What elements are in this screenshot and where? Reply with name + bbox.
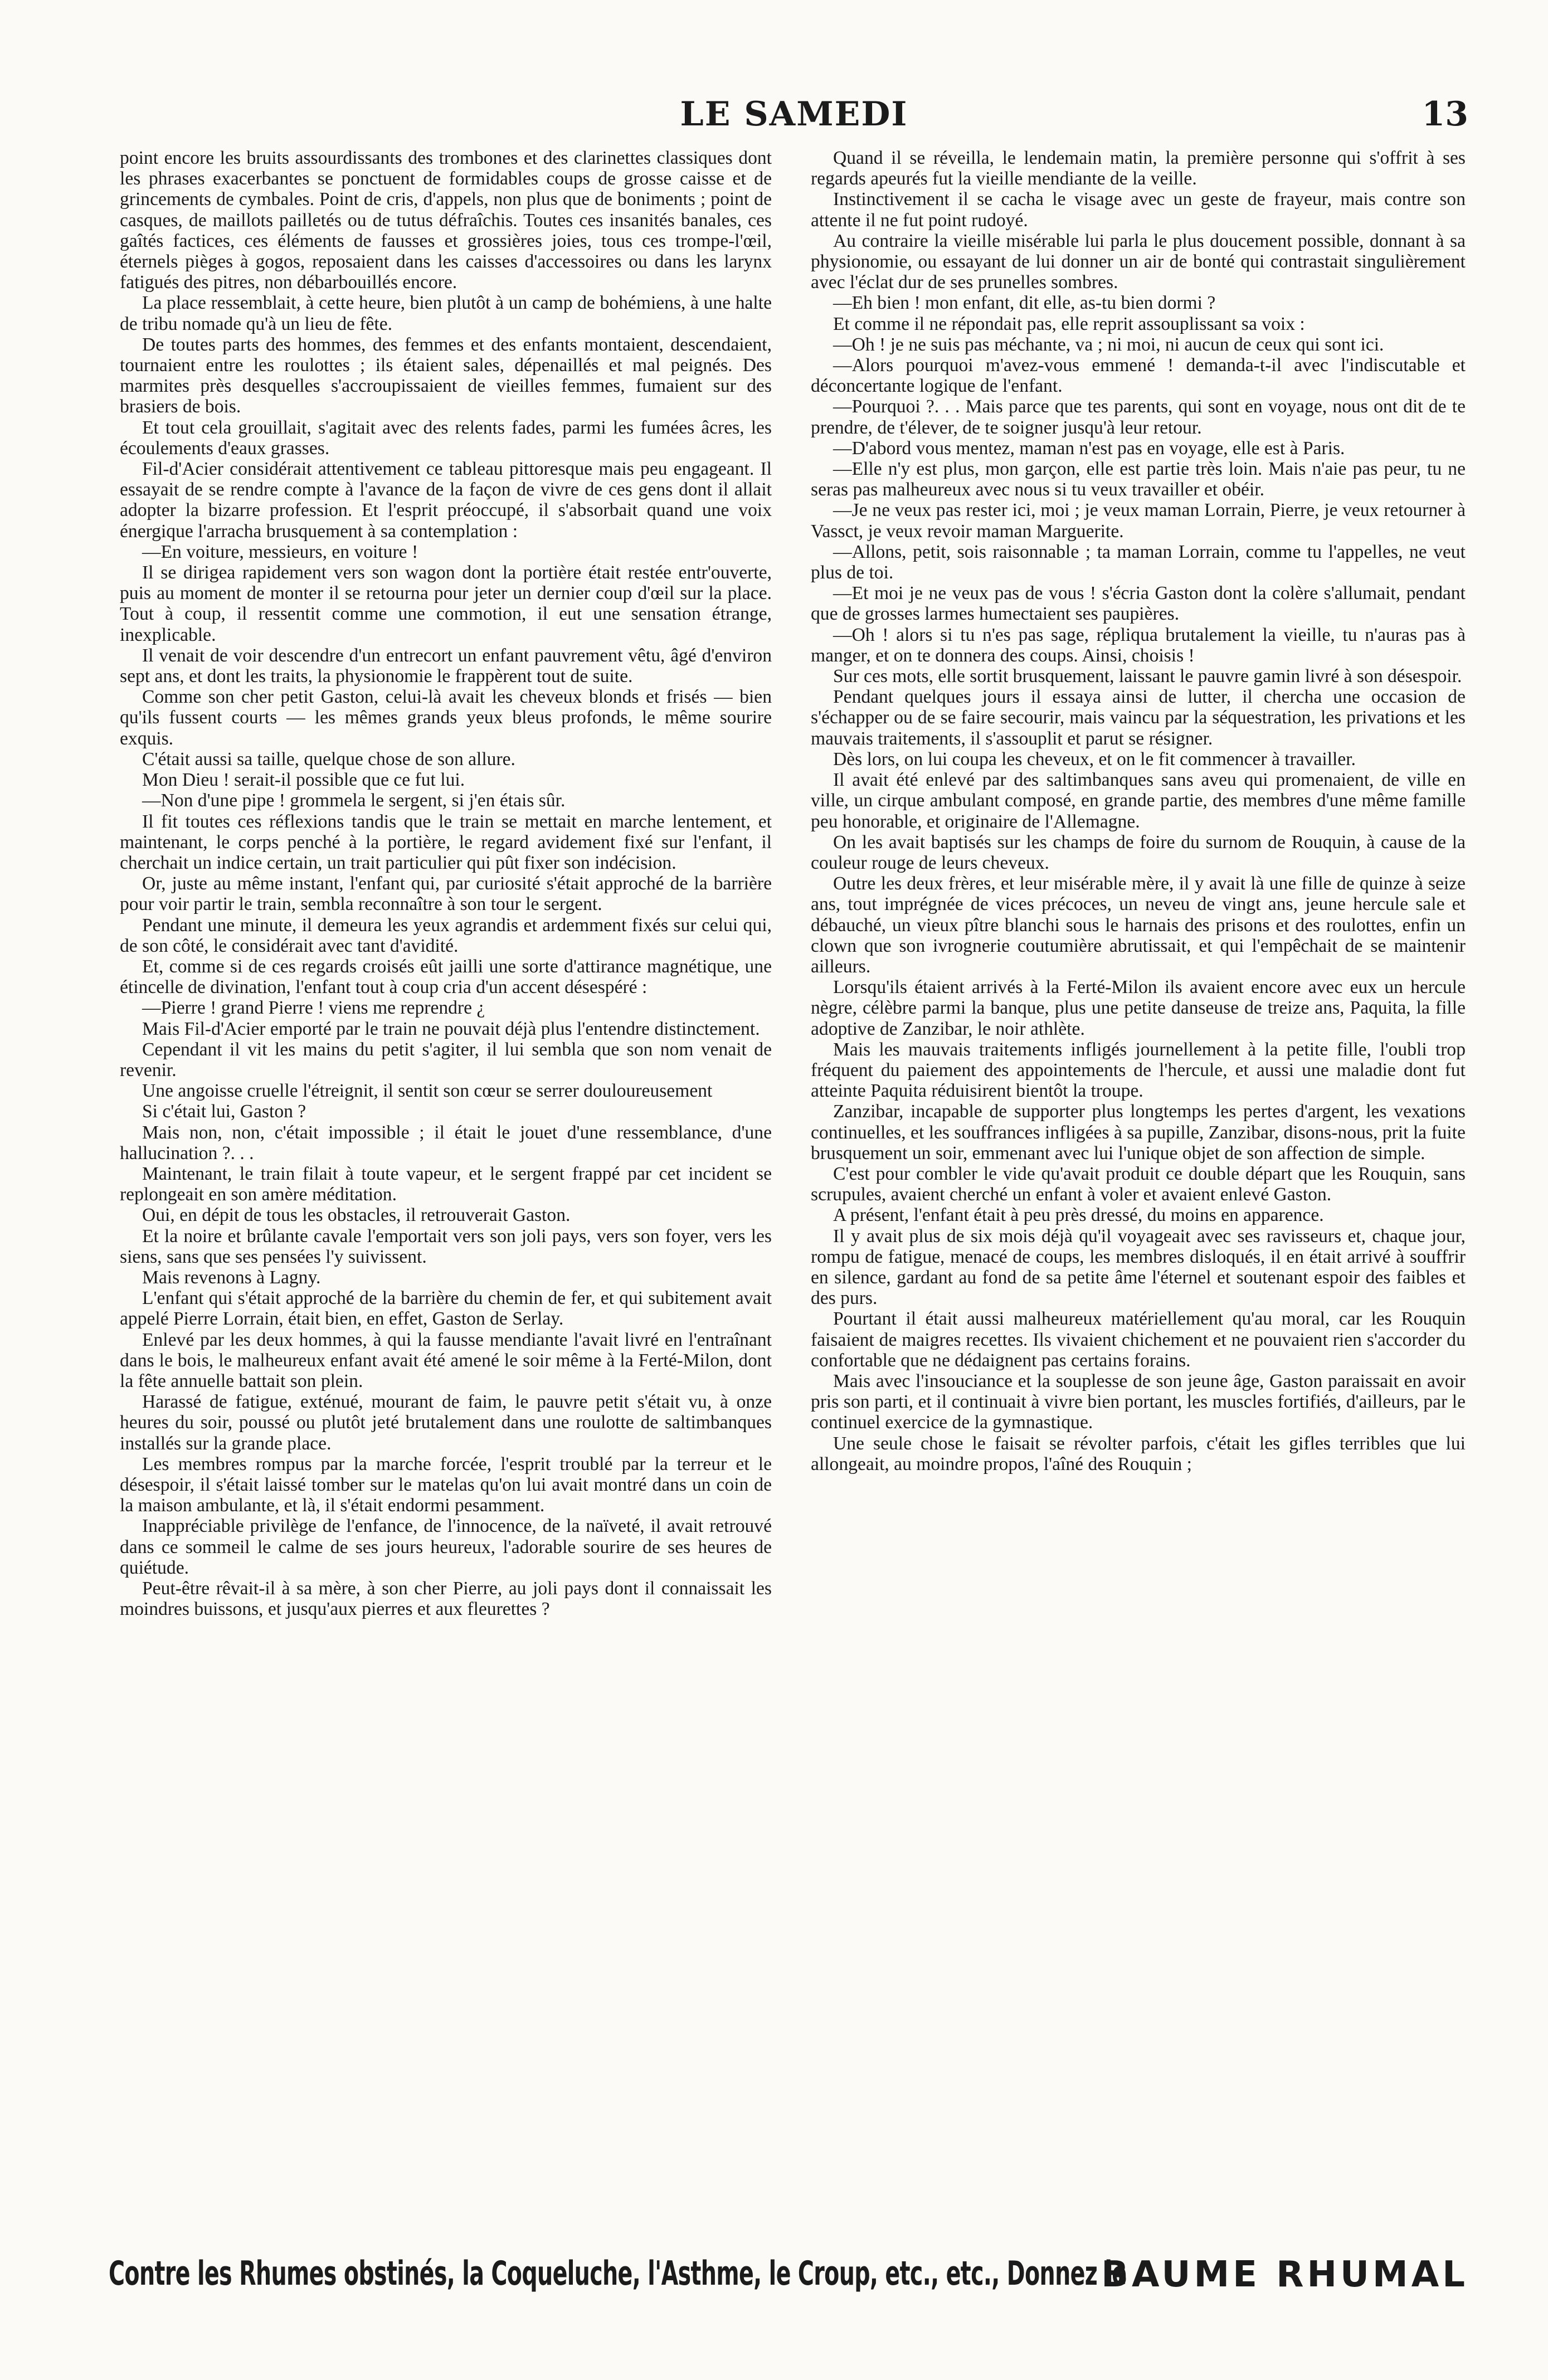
paragraph: Enlevé par les deux hommes, à qui la fausse mendiante l'avait livré en l'entraînant dans le bois, le malheureux enfant avait été amené le soir même à la Ferté-Milon, dont la fête annuelle battait son plein. [120, 1329, 772, 1391]
paragraph: Et comme il ne répondait pas, elle reprit assouplissant sa voix : [833, 313, 1305, 334]
paragraph: —Pourquoi ?. . . Mais parce que tes parents, qui sont en voyage, nous ont dit de te prendre, de t'élever, de te soigner jusqu'à leur retour. [811, 396, 1466, 438]
paragraph: Mais non, non, c'était impossible ; il était le jouet d'une ressemblance, d'une hallucination ?. . . [120, 1122, 772, 1164]
paragraph: On les avait baptisés sur les champs de foire du surnom de Rouquin, à cause de la couleur rouge de leurs cheveux. [811, 831, 1466, 873]
paragraph: Outre les deux frères, et leur misérable mère, il y avait là une fille de quinze à seize ans, tout imprégnée de vices précoces, un neveu de vingt ans, jeune hercule sale et débauché, un vieux pître blanchi sous le harnais des prisons et des roulottes, enfin un clown que son ivrognerie coutumière abrutissait, et qui l'empêchait de se maintenir ailleurs. [811, 873, 1466, 977]
paragraph: Comme son cher petit Gaston, celui-là avait les cheveux blonds et frisés — bien qu'ils fussent courts — les mêmes grands yeux bleus profonds, le même sourire exquis. [120, 687, 772, 749]
paragraph: —Allons, petit, sois raisonnable ; ta maman Lorrain, comme tu l'appelles, ne veut plus de toi. [811, 541, 1466, 583]
paragraph: Or, juste au même instant, l'enfant qui, par curiosité s'était approché de la barrière pour voir partir le train, sembla reconnaître à son tour le sergent. [120, 873, 772, 915]
paragraph: Peut-être rêvait-il à sa mère, à son cher Pierre, au joli pays dont il connaissait les moindres buissons, et jusqu'aux pierres et aux fleurettes ? [120, 1578, 772, 1620]
paragraph: Harassé de fatigue, exténué, mourant de faim, le pauvre petit s'était vu, à onze heures du soir, poussé ou plutôt jeté brutalement dans une roulotte de saltimbanques installés sur la grande place. [120, 1391, 772, 1454]
paragraph: Une angoisse cruelle l'étreignit, il sentit son cœur se serrer douloureusement [142, 1081, 713, 1102]
paragraph: —D'abord vous mentez, maman n'est pas en voyage, elle est à Paris. [833, 437, 1345, 459]
paragraph: Et la noire et brûlante cavale l'emportait vers son joli pays, vers son foyer, vers les siens, sans que ses pensées l'y suivissent. [120, 1225, 772, 1267]
paragraph: Les membres rompus par la marche forcée, l'esprit troublé par la terreur et le désespoir, il s'était laissé tomber sur le matelas qu'on lui avait montré dans un coin de la maison ambulante, et là, il s'était endormi pesamment. [120, 1453, 772, 1516]
newspaper-title: LE SAMEDI [680, 95, 908, 134]
paragraph: Instinctivement il se cacha le visage avec un geste de frayeur, mais contre son attente il ne fut point rudoyé. [811, 189, 1466, 231]
paragraph: Il y avait plus de six mois déjà qu'il voyageait avec ses ravisseurs et, chaque jour, rompu de fatigue, menacé de coups, les membres disloqués, il en était arrivé à souffrir en silence, gardant au fond de sa petite âme l'éternel et soutenant espoir des faibles et des purs. [811, 1225, 1466, 1309]
paragraph: Quand il se réveilla, le lendemain matin, la première personne qui s'offrit à ses regards apeurés fut la vieille mendiante de la veille. [811, 148, 1466, 189]
paragraph: Pourtant il était aussi malheureux matériellement qu'au moral, car les Rouquin faisaient de maigres recettes. Ils vivaient chichement et ne pouvaient rien s'accorder du confortable que ne dédaignent pas certains forains. [811, 1308, 1466, 1371]
paragraph: —En voiture, messieurs, en voiture ! [142, 541, 418, 562]
paragraph: Mais Fil-d'Acier emporté par le train ne pouvait déjà plus l'entendre distinctement. [142, 1018, 760, 1039]
paragraph: Il venait de voir descendre d'un entrecort un enfant pauvrement vêtu, âgé d'environ sept ans, et dont les traits, la physionomie le frappèrent tout de suite. [120, 645, 772, 687]
paragraph: Maintenant, le train filait à toute vapeur, et le sergent frappé par cet incident se replongeait en son amère méditation. [120, 1163, 772, 1205]
right-text-column [811, 148, 1466, 2235]
paragraph: Une seule chose le faisait se révolter parfois, c'était les gifles terribles que lui allongeait, au moindre propos, l'aîné des Rouquin ; [811, 1433, 1466, 1474]
paragraph: Mais les mauvais traitements infligés journellement à la petite fille, l'oubli trop fréquent du paiement des appointements de l'hercule, et aussi une maladie dont fut atteinte Paquita réduisirent bientôt la troupe. [811, 1039, 1466, 1102]
paragraph: Si c'était lui, Gaston ? [142, 1101, 306, 1122]
paragraph: Il avait été enlevé par des saltimbanques sans aveu qui promenaient, de ville en ville, un cirque ambulant composé, en grande partie, des membres d'une même famille peu honorable, et originaire de l'Allemagne. [811, 770, 1466, 832]
paragraph: —Elle n'y est plus, mon garçon, elle est partie très loin. Mais n'aie pas peur, tu ne seras pas malheureux avec nous si tu veux travailler et obéir. [811, 459, 1466, 500]
page-number: 13 [1422, 95, 1468, 134]
paragraph: —Eh bien ! mon enfant, dit elle, as-tu bien dormi ? [833, 293, 1216, 314]
left-text-column [120, 148, 772, 2235]
paragraph: Et tout cela grouillait, s'agitait avec des relents fades, parmi les fumées âcres, les écoulements d'eaux grasses. [120, 417, 772, 459]
paragraph: Fil-d'Acier considérait attentivement ce tableau pittoresque mais peu engageant. Il essayait de se rendre compte à l'avance de la façon de vivre de ces gens dont il allait adopter la bizarre profession. Et l'esprit préoccupé, il s'absorbait quand une voix énergique l'arracha brusquement à sa contemplation : [120, 459, 772, 542]
advertisement-text: Contre les Rhumes obstinés, la Coqueluche, l'Asthme, le Croup, etc., etc., Donnez le [109, 2254, 1127, 2293]
paragraph: Mais revenons à Lagny. [142, 1267, 321, 1288]
paragraph: —Non d'une pipe ! grommela le sergent, si j'en étais sûr. [142, 790, 566, 811]
paragraph: Lorsqu'ils étaient arrivés à la Ferté-Milon ils avaient encore avec eux un hercule nègre, célèbre parmi la banque, plus une petite danseuse de treize ans, Paquita, la fille adoptive de Zanzibar, le noir athlète. [811, 977, 1466, 1039]
page-header [120, 95, 1468, 145]
paragraph: —Pierre ! grand Pierre ! viens me reprendre ¿ [142, 997, 485, 1019]
advertisement-brand: BAUME RHUMAL [1101, 2254, 1468, 2295]
paragraph: Pendant une minute, il demeura les yeux agrandis et ardemment fixés sur celui qui, de son côté, le considérait avec tant d'avidité. [120, 914, 772, 956]
paragraph: Zanzibar, incapable de supporter plus longtemps les pertes d'argent, les vexations continuelles, et les souffrances infligées à sa pupille, Zanzibar, disons-nous, prit la fuite brusquement un soir, emmenant avec lui l'unique objet de son affection de simple. [811, 1101, 1466, 1164]
paragraph: Pendant quelques jours il essaya ainsi de lutter, il chercha une occasion de s'échapper ou de se faire secourir, mais vaincu par la séquestration, les privations et les mauvais traitements, il s'assouplit et parut se résigner. [811, 687, 1466, 749]
paragraph: Et, comme si de ces regards croisés eût jailli une sorte d'attirance magnétique, une étincelle de divination, l'enfant tout à coup cria d'un accent désespéré : [120, 956, 772, 998]
paragraph: Oui, en dépit de tous les obstacles, il retrouverait Gaston. [142, 1205, 571, 1226]
paragraph: La place ressemblait, à cette heure, bien plutôt à un camp de bohémiens, à une halte de tribu nomade qu'à un lieu de fête. [120, 293, 772, 334]
paragraph: point encore les bruits assourdissants des trombones et des clarinettes classiques dont les phrases exacerbantes se ponctuent de formidables coups de grosse caisse et de grincements de cymbales. Point de cris, d'appels, non plus que de boniments ; point de casques, de maillots pailletés ou de tutus défraîchis. Toutes ces insanités banales, ces gaîtés factices, ces éléments de fausses et grossières joies, tous ces trompe-l'œil, éternels pièges à gogos, reposaient dans les caisses d'accessoires ou dans les larynx fatigués des pitres, non débarbouillés encore. [120, 148, 772, 293]
paragraph: Inappréciable privilège de l'enfance, de l'innocence, de la naïveté, il avait retrouvé dans ce sommeil le calme de ses jours heureux, l'adorable sourire de ses heures de quiétude. [120, 1516, 772, 1578]
paragraph: A présent, l'enfant était à peu près dressé, du moins en apparence. [833, 1205, 1324, 1226]
footer-advertisement [109, 2254, 1468, 2299]
paragraph: Mon Dieu ! serait-il possible que ce fut lui. [142, 770, 465, 791]
paragraph: Sur ces mots, elle sortit brusquement, laissant le pauvre gamin livré à son désespoir. [833, 666, 1462, 687]
paragraph: Au contraire la vieille misérable lui parla le plus doucement possible, donnant à sa physionomie, ou essayant de lui donner un air de bonté qui contrastait singulièrement avec l'éclat dur de ses prunelles sombres. [811, 230, 1466, 293]
paragraph: Cependant il vit les mains du petit s'agiter, il lui sembla que son nom venait de revenir. [120, 1039, 772, 1081]
paragraph: —Je ne veux pas rester ici, moi ; je veux maman Lorrain, Pierre, je veux retourner à Vassct, je veux revoir maman Marguerite. [811, 500, 1466, 542]
paragraph: L'enfant qui s'était approché de la barrière du chemin de fer, et qui subitement avait appelé Pierre Lorrain, était bien, en effet, Gaston de Serlay. [120, 1288, 772, 1330]
paragraph: C'était aussi sa taille, quelque chose de son allure. [142, 748, 515, 770]
paragraph: —Oh ! je ne suis pas méchante, va ; ni moi, ni aucun de ceux qui sont ici. [833, 334, 1384, 355]
paragraph: —Et moi je ne veux pas de vous ! s'écria Gaston dont la colère s'allumait, pendant que de grosses larmes humectaient ses paupières. [811, 583, 1466, 625]
paragraph: —Alors pourquoi m'avez-vous emmené ! demanda-t-il avec l'indiscutable et déconcertante logique de l'enfant. [811, 355, 1466, 397]
paragraph: Il fit toutes ces réflexions tandis que le train se mettait en marche lentement, et maintenant, le corps penché à la portière, le regard avidement fixé sur l'enfant, il cherchait un indice certain, un trait particulier qui pût fixer son indécision. [120, 811, 772, 873]
paragraph: C'est pour combler le vide qu'avait produit ce double départ que les Rouquin, sans scrupules, avaient cherché un enfant à voler et avaient enlevé Gaston. [811, 1163, 1466, 1205]
paragraph: Il se dirigea rapidement vers son wagon dont la portière était restée entr'ouverte, puis au moment de monter il se retourna pour jeter un dernier coup d'œil sur la place. Tout à coup, il ressentit comme une commotion, il eut une sensation étrange, inexplicable. [120, 562, 772, 645]
paragraph: —Oh ! alors si tu n'es pas sage, répliqua brutalement la vieille, tu n'auras pas à manger, et on te donnera des coups. Ainsi, choisis ! [811, 624, 1466, 666]
paragraph: Mais avec l'insouciance et la souplesse de son jeune âge, Gaston paraissait en avoir pris son parti, et il continuait à vivre bien portant, les muscles fortifiés, d'ailleurs, par le continuel exercice de la gymnastique. [811, 1370, 1466, 1433]
paragraph: Dès lors, on lui coupa les cheveux, et on le fit commencer à travailler. [833, 748, 1356, 770]
paragraph: De toutes parts des hommes, des femmes et des enfants montaient, descendaient, tournaient entre les roulottes ; ils étaient sales, dépenaillés et mal peignés. Des marmites près desquelles s'accroupissaient de vieilles femmes, fumaient sur des brasiers de bois. [120, 334, 772, 417]
